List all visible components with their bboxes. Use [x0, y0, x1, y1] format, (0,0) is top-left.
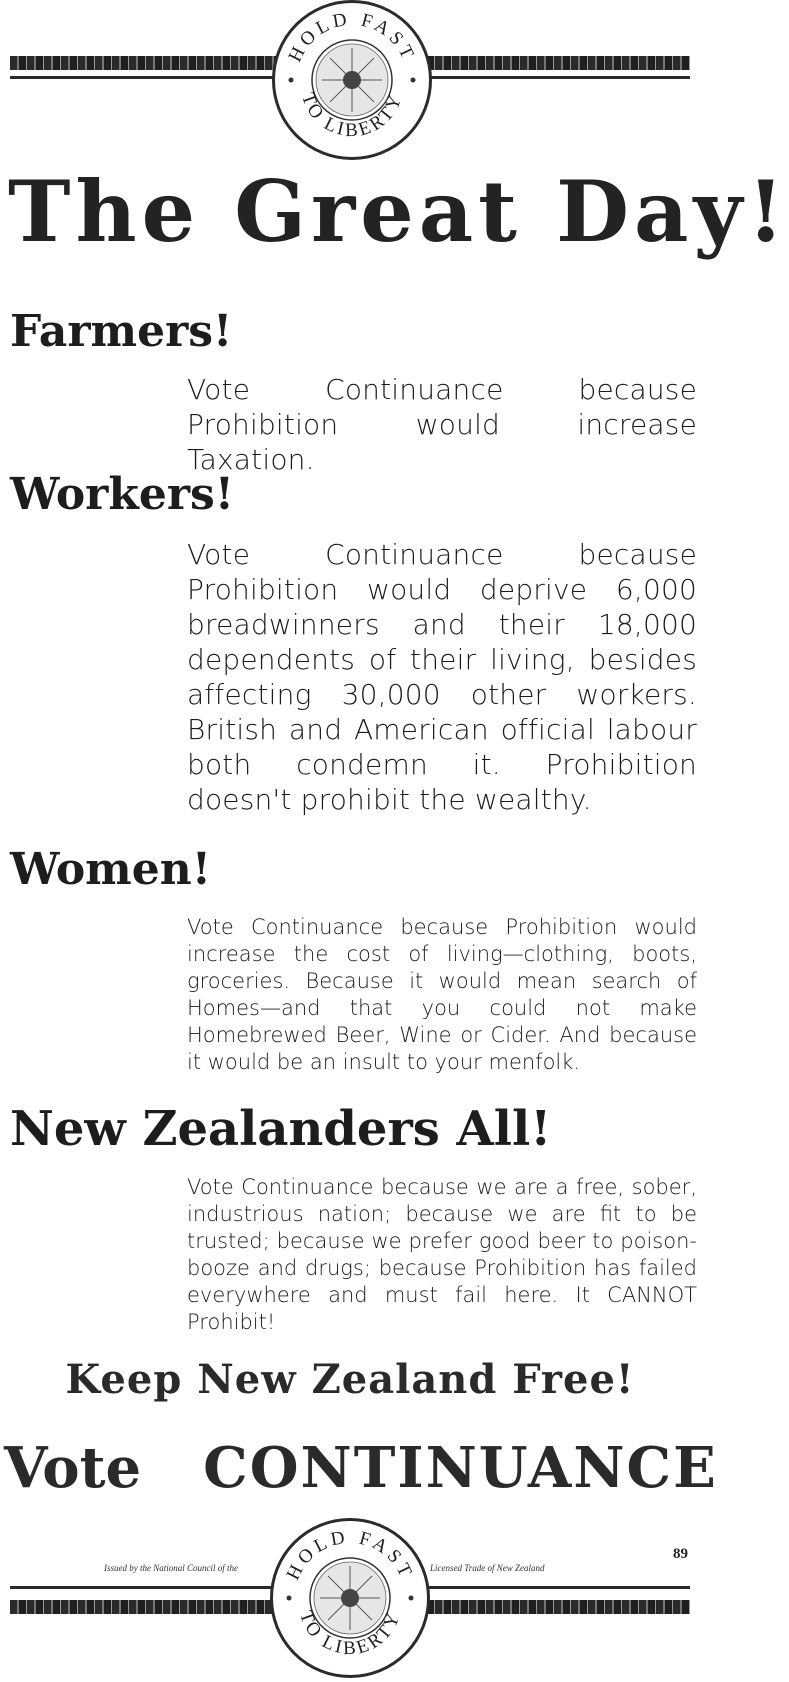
bottom-seal: [270, 1518, 430, 1678]
issued-by-left: Issued by the National Council of the: [104, 1563, 238, 1573]
vote-word: Vote: [4, 1435, 142, 1501]
section-heading-women: Women!: [10, 844, 212, 895]
seal-top-text: HOLD FAST: [284, 8, 420, 66]
seal-emblem: [273, 1521, 427, 1675]
continuance-word: CONTINUANCE: [203, 1435, 718, 1501]
slogan: Keep New Zealand Free!: [65, 1356, 635, 1403]
seal-bottom-text: TO LIBERTY: [294, 1607, 406, 1660]
section-body-workers: Vote Continuance because Prohibition would deprive 6,000 breadwinners and their 18,000 dependents of their living, besides affecting 30,000 other workers. British and American official labour both condemn it. Prohibition doesn't prohibit the wealthy.: [187, 538, 697, 816]
section-body-farmers: Vote Continuance because Prohibition would increase Taxation.: [187, 373, 697, 476]
headline: The Great Day!: [8, 162, 789, 261]
page-number: 89: [673, 1546, 688, 1562]
section-body-new-zealanders: Vote Continuance because we are a free, sober, industrious nation; because we are fit to be trusted; because we prefer good beer to poison-booze and drugs; because Prohibition has failed everywhere and must fail here. It CANNOT Prohibit!: [187, 1175, 697, 1334]
issued-by-right: Licensed Trade of New Zealand: [430, 1563, 545, 1573]
top-seal: [272, 0, 432, 160]
section-heading-workers: Workers!: [10, 469, 235, 520]
section-heading-new-zealanders: New Zealanders All!: [10, 1101, 552, 1157]
seal-top-text: HOLD FAST: [282, 1526, 418, 1584]
seal-emblem: [275, 3, 429, 157]
vote-continuance-line: [4, 1435, 718, 1501]
section-heading-farmers: Farmers!: [10, 306, 233, 357]
seal-bottom-text: TO LIBERTY: [296, 89, 408, 142]
section-body-women: Vote Continuance because Prohibition would increase the cost of living—clothing, boots, groceries. Because it would mean search of Homes—and that you could not make Homebrewed Beer, Wine or Cider. And because it would be an insult to your menfolk.: [187, 915, 697, 1074]
